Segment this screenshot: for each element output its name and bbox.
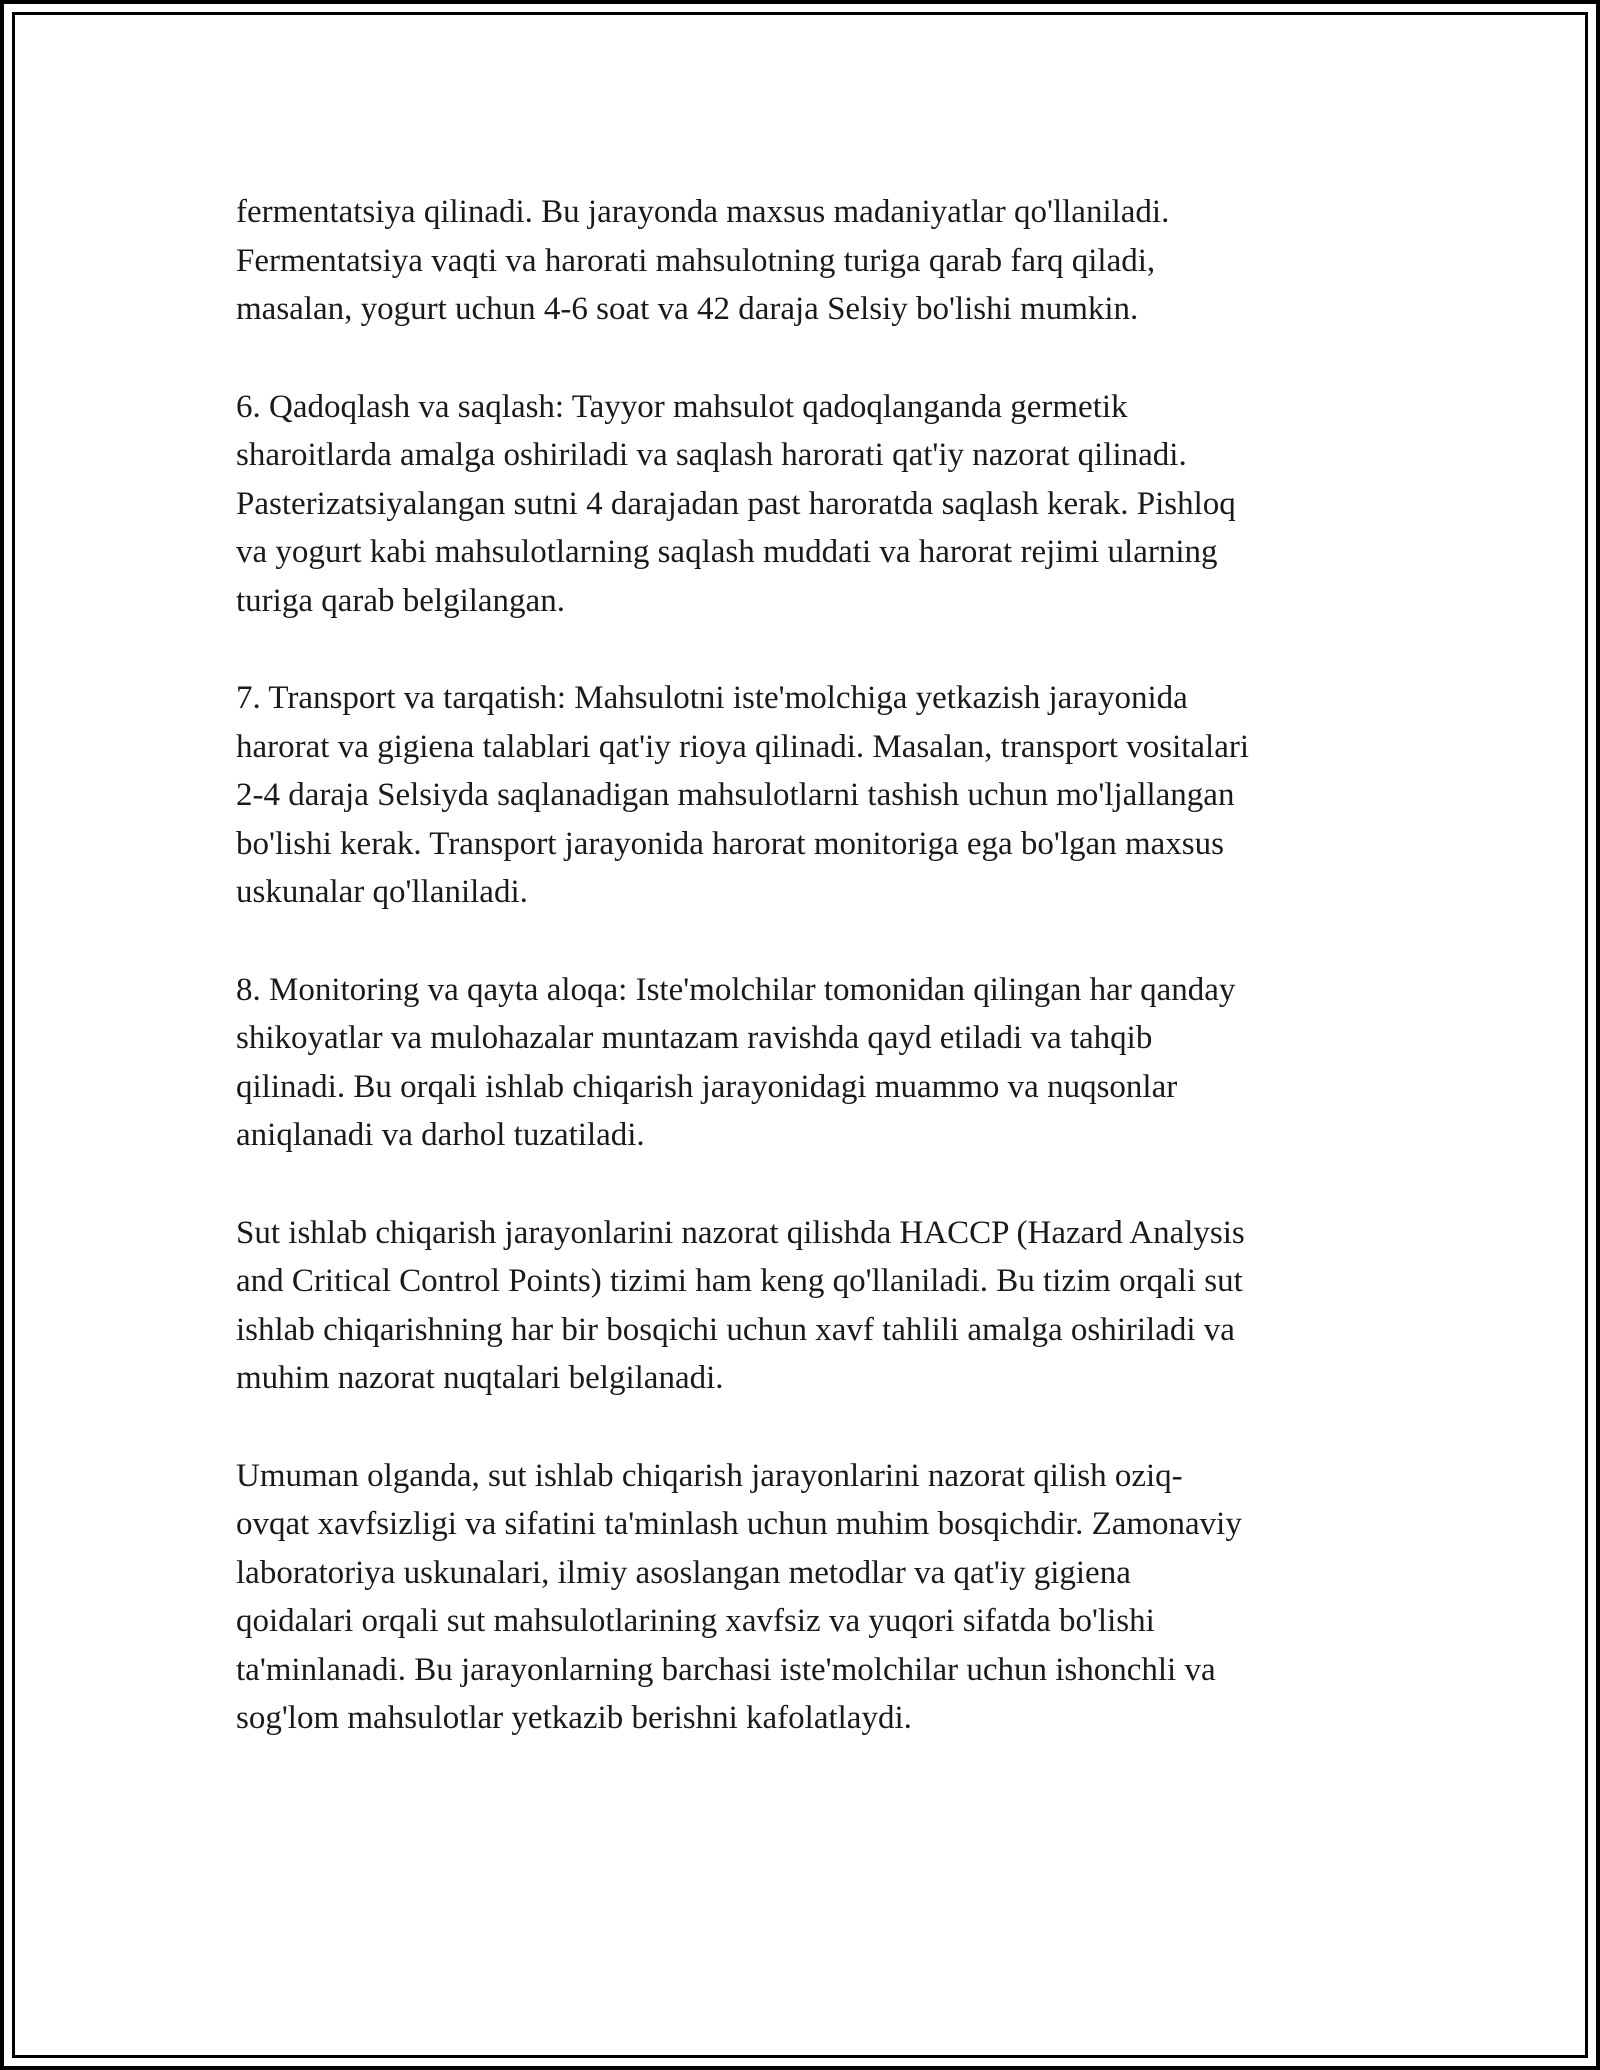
text-line: 6. Qadoqlash va saqlash: Tayyor mahsulot qadoqlanganda germetik: [236, 388, 1128, 425]
text-line: Umuman olganda, sut ishlab chiqarish jarayonlarini nazorat qilish oziq-: [236, 1457, 1183, 1494]
text-line: 7. Transport va tarqatish: Mahsulotni iste'molchiga yetkazish jarayonida: [236, 680, 1188, 716]
text-line: aniqlanadi va darhol tuzatiladi.: [236, 1117, 645, 1153]
text-line: bo'lishi kerak. Transport jarayonida harorat monitoriga ega bo'lgan maxsus: [236, 825, 1224, 862]
text-line: sharoitlarda amalga oshiriladi va saqlash harorati qat'iy nazorat qilinadi.: [236, 437, 1187, 473]
text-line: muhim nazorat nuqtalari belgilanadi.: [236, 1360, 724, 1396]
text-line: turiga qarab belgilangan.: [236, 582, 565, 619]
paragraph-conclusion: [236, 1452, 1376, 1743]
text-line: ovqat xavfsizligi va sifatini ta'minlash uchun muhim bosqichdir. Zamonaviy: [236, 1506, 1242, 1542]
document-body: [236, 188, 1376, 1792]
paragraph-haccp: [236, 1209, 1376, 1403]
paragraph-transport: [236, 674, 1376, 917]
text-line: sog'lom mahsulotlar yetkazib berishni kafolatlaydi.: [236, 1700, 912, 1736]
text-line: shikoyatlar va mulohazalar muntazam ravishda qayd etiladi va tahqib: [236, 1020, 1153, 1056]
text-line: qoidalari orqali sut mahsulotlarining xavfsiz va yuqori sifatda bo'lishi: [236, 1603, 1155, 1639]
text-line: va yogurt kabi mahsulotlarning saqlash muddati va harorat rejimi ularning: [236, 534, 1218, 570]
text-line: Pasterizatsiyalangan sutni 4 darajadan past haroratda saqlash kerak. Pishloq: [236, 485, 1236, 522]
text-line: ishlab chiqarishning har bir bosqichi uchun xavf tahlili amalga oshiriladi va: [236, 1311, 1235, 1348]
paragraph-fermentation: [236, 188, 1376, 334]
text-line: uskunalar qo'llaniladi.: [236, 874, 528, 910]
text-line: Sut ishlab chiqarish jarayonlarini nazorat qilishda HACCP (Hazard Analysis: [236, 1214, 1245, 1251]
text-line: ta'minlanadi. Bu jarayonlarning barchasi iste'molchilar uchun ishonchli va: [236, 1651, 1216, 1688]
text-line: masalan, yogurt uchun 4-6 soat va 42 daraja Selsiy bo'lishi mumkin.: [236, 291, 1139, 327]
text-line: fermentatsiya qilinadi. Bu jarayonda maxsus madaniyatlar qo'llaniladi.: [236, 194, 1170, 230]
text-line: laboratoriya uskunalari, ilmiy asoslangan metodlar va qat'iy gigiena: [236, 1554, 1131, 1591]
text-line: qilinadi. Bu orqali ishlab chiqarish jarayonidagi muammo va nuqsonlar: [236, 1068, 1178, 1105]
text-line: Fermentatsiya vaqti va harorati mahsulotning turiga qarab farq qiladi,: [236, 242, 1156, 279]
paragraph-monitoring: [236, 966, 1376, 1160]
text-line: harorat va gigiena talablari qat'iy rioya qilinadi. Masalan, transport vositalari: [236, 728, 1250, 765]
paragraph-packaging-storage: [236, 383, 1376, 626]
text-line: 8. Monitoring va qayta aloqa: Iste'molchilar tomonidan qilingan har qanday: [236, 971, 1236, 1008]
text-line: 2-4 daraja Selsiyda saqlanadigan mahsulotlarni tashish uchun mo'ljallangan: [236, 777, 1235, 813]
text-line: and Critical Control Points) tizimi ham keng qo'llaniladi. Bu tizim orqali sut: [236, 1263, 1243, 1299]
